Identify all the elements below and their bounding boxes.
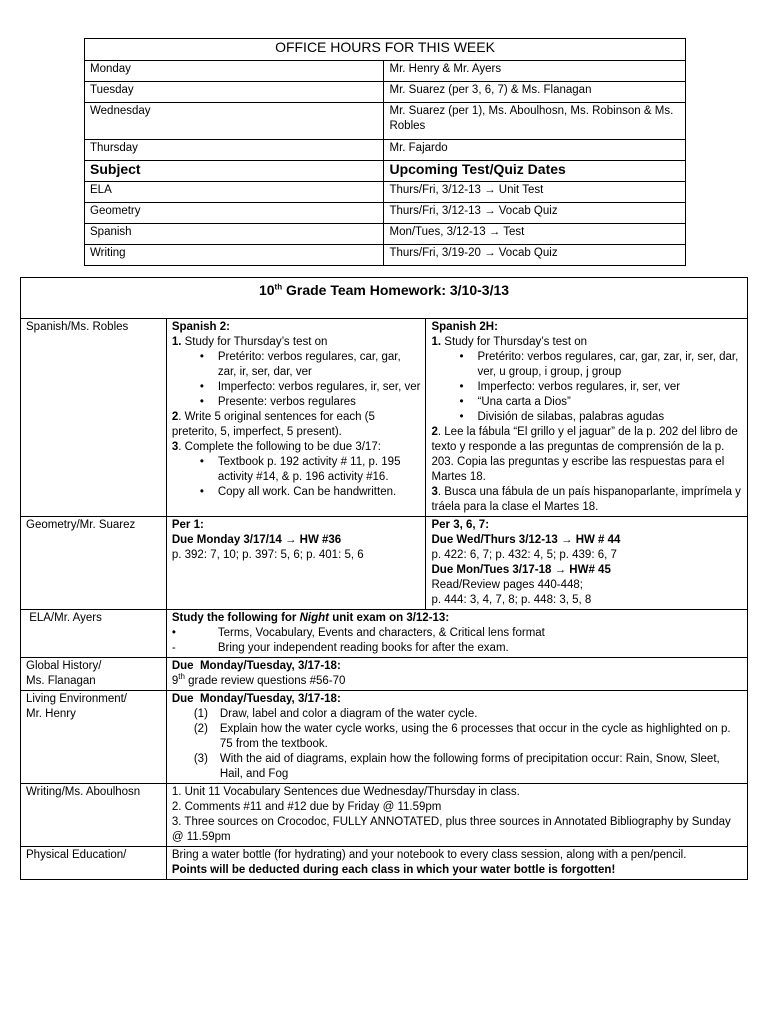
table-row [21, 610, 748, 658]
due-heading: Due Monday/Tuesday, 3/17-18: [171, 693, 341, 705]
table-row [85, 61, 686, 82]
table-row [85, 182, 686, 203]
list-item: 1. Study for Thursday’s test on [431, 336, 588, 348]
spanish-2h-heading: Spanish 2H: [431, 321, 498, 333]
list-item: 3. Busca una fábula de un país hispanoparlante, imprímela y tráela para la clase el Martes 18. [431, 486, 741, 513]
list-item: • Presente: verbos regulares [196, 395, 421, 410]
table-header-row [85, 161, 686, 182]
period-heading: Per 1: [171, 519, 204, 531]
list-item: • Terms, Vocabulary, Events and characters, & Critical lens format [171, 627, 545, 639]
list-item: (3) With the aid of diagrams, explain how the following forms of precipitation occur: Rain, Snow, Sleet, Hail, and Fog [193, 753, 720, 780]
writing-cell [166, 784, 747, 847]
list-item: - Bring your independent reading books for after the exam. [171, 642, 509, 654]
homework-title: 10th Grade Team Homework: 3/10-3/13 [21, 278, 748, 319]
list-item: • “Una carta a Dios” [455, 395, 742, 410]
staff-cell: Mr. Henry & Mr. Ayers [384, 61, 686, 82]
table-row [21, 517, 748, 610]
subject-label: Geometry/Mr. Suarez [21, 517, 167, 610]
subject-header: Subject [85, 161, 384, 182]
assignment-text: 3. Three sources on Crocodoc, FULLY ANNOTATED, plus three sources in Annotated Bibliography by Sunday @ 11.59pm [171, 816, 731, 843]
geometry-per367-cell [426, 517, 748, 610]
assignment-text: Bring a water bottle (for hydrating) and your notebook to every class session, along with a pen/pencil. [171, 849, 687, 861]
list-item: 3. Complete the following to be due 3/17: [171, 441, 381, 453]
geometry-per1-cell [166, 517, 426, 610]
list-item: (2) Explain how the water cycle works, using the 6 processes that occur in the cycle as highlighted on p. 75 from the textbook. [193, 723, 731, 750]
list-item: • Pretérito: verbos regulares, car, gar, zar, ir, ser, dar, ver, u group, i group, j group [455, 350, 742, 380]
subject-cell: ELA [85, 182, 384, 203]
assignment-text: 2. Comments #11 and #12 due by Friday @ 11.59pm [171, 801, 442, 813]
assignment-text: Read/Review pages 440-448; [431, 579, 584, 591]
warning-text: Points will be deducted during each class in which your water bottle is forgotten! [171, 864, 616, 876]
list-item: • División de silabas, palabras agudas [455, 410, 742, 425]
dates-header: Upcoming Test/Quiz Dates [384, 161, 686, 182]
table-row [85, 203, 686, 224]
global-history-cell [166, 658, 747, 691]
table-row [21, 784, 748, 847]
subject-cell: Spanish [85, 224, 384, 245]
table-row [85, 82, 686, 103]
subject-label: Spanish/Ms. Robles [21, 319, 167, 517]
subject-label: Living Environment/ Mr. Henry [21, 691, 167, 784]
subject-label: ELA/Mr. Ayers [21, 610, 167, 658]
list-item: (1) Draw, label and color a diagram of the water cycle. [193, 708, 478, 720]
list-item: • Imperfecto: verbos regulares, ir, ser, ver [196, 380, 421, 395]
staff-cell: Mr. Suarez (per 3, 6, 7) & Ms. Flanagan [384, 82, 686, 103]
table-row [85, 245, 686, 266]
office-hours-title: OFFICE HOURS FOR THIS WEEK [85, 39, 686, 61]
bullet-list [431, 350, 742, 425]
spanish-2h-cell [426, 319, 748, 517]
table-row [85, 140, 686, 161]
due-heading: Due Mon/Tues 3/17-18 → HW# 45 [431, 564, 611, 576]
subject-label: Writing/Ms. Aboulhosn [21, 784, 167, 847]
assignment-text: 9th grade review questions #56-70 [171, 672, 346, 687]
staff-cell: Mr. Fajardo [384, 140, 686, 161]
staff-cell: Mr. Suarez (per 1), Ms. Aboulhosn, Ms. Robinson & Ms. Robles [384, 103, 686, 140]
living-environment-cell [166, 691, 747, 784]
table-row [21, 319, 748, 517]
numbered-list [172, 707, 742, 782]
assignment-text: p. 392: 7, 10; p. 397: 5, 6; p. 401: 5, 6 [171, 549, 364, 561]
day-cell: Monday [85, 61, 384, 82]
date-cell: Thurs/Fri, 3/19-20 → Vocab Quiz [384, 245, 686, 266]
spanish-2-heading: Spanish 2: [171, 321, 230, 333]
date-cell: Mon/Tues, 3/12-13 → Test [384, 224, 686, 245]
list-item: 2. Lee la fábula “El grillo y el jaguar” de la p. 202 del libro de texto y responde a las preguntas de comprensión de la p. 203. Copia las preguntas y escribe las respuestas para el Martes 18. [431, 426, 738, 483]
date-cell: Thurs/Fri, 3/12-13 → Unit Test [384, 182, 686, 203]
list-item: • Imperfecto: verbos regulares, ir, ser, ver [455, 380, 742, 395]
table-row [21, 691, 748, 784]
assignment-text: p. 422: 6, 7; p. 432: 4, 5; p. 439: 6, 7 [431, 549, 617, 561]
office-hours-table [84, 38, 686, 266]
table-row [85, 224, 686, 245]
day-cell: Thursday [85, 140, 384, 161]
list-item: • Textbook p. 192 activity # 11, p. 195 activity #14, & p. 196 activity #16. [196, 455, 421, 485]
period-heading: Per 3, 6, 7: [431, 519, 490, 531]
date-cell: Thurs/Fri, 3/12-13 → Vocab Quiz [384, 203, 686, 224]
due-heading: Due Monday/Tuesday, 3/17-18: [171, 660, 341, 672]
physical-education-cell [166, 847, 747, 880]
bullet-list [172, 455, 421, 500]
due-heading: Due Wed/Thurs 3/12-13 → HW # 44 [431, 534, 621, 546]
list-item: 2. Write 5 original sentences for each (5 preterito, 5, imperfect, 5 present). [171, 411, 375, 438]
subject-label: Physical Education/ [21, 847, 167, 880]
ela-cell [166, 610, 747, 658]
subject-cell: Writing [85, 245, 384, 266]
assignment-text: p. 444: 3, 4, 7, 8; p. 448: 3, 5, 8 [431, 594, 592, 606]
due-heading: Due Monday 3/17/14 → HW #36 [171, 534, 342, 546]
table-row [21, 847, 748, 880]
assignment-text: 1. Unit 11 Vocabulary Sentences due Wednesday/Thursday in class. [171, 786, 520, 798]
list-item: • Pretérito: verbos regulares, car, gar, zar, ir, ser, dar, ver [196, 350, 421, 380]
subject-cell: Geometry [85, 203, 384, 224]
homework-table [20, 277, 748, 880]
table-row [85, 103, 686, 140]
ela-heading: Study the following for Night unit exam on 3/12-13: [171, 612, 450, 624]
bullet-list [172, 350, 421, 410]
spanish-2-cell [166, 319, 426, 517]
list-item: • Copy all work. Can be handwritten. [196, 485, 421, 500]
subject-label: Global History/ Ms. Flanagan [21, 658, 167, 691]
list-item: 1. Study for Thursday’s test on [171, 336, 328, 348]
day-cell: Tuesday [85, 82, 384, 103]
table-row [21, 658, 748, 691]
day-cell: Wednesday [85, 103, 384, 140]
